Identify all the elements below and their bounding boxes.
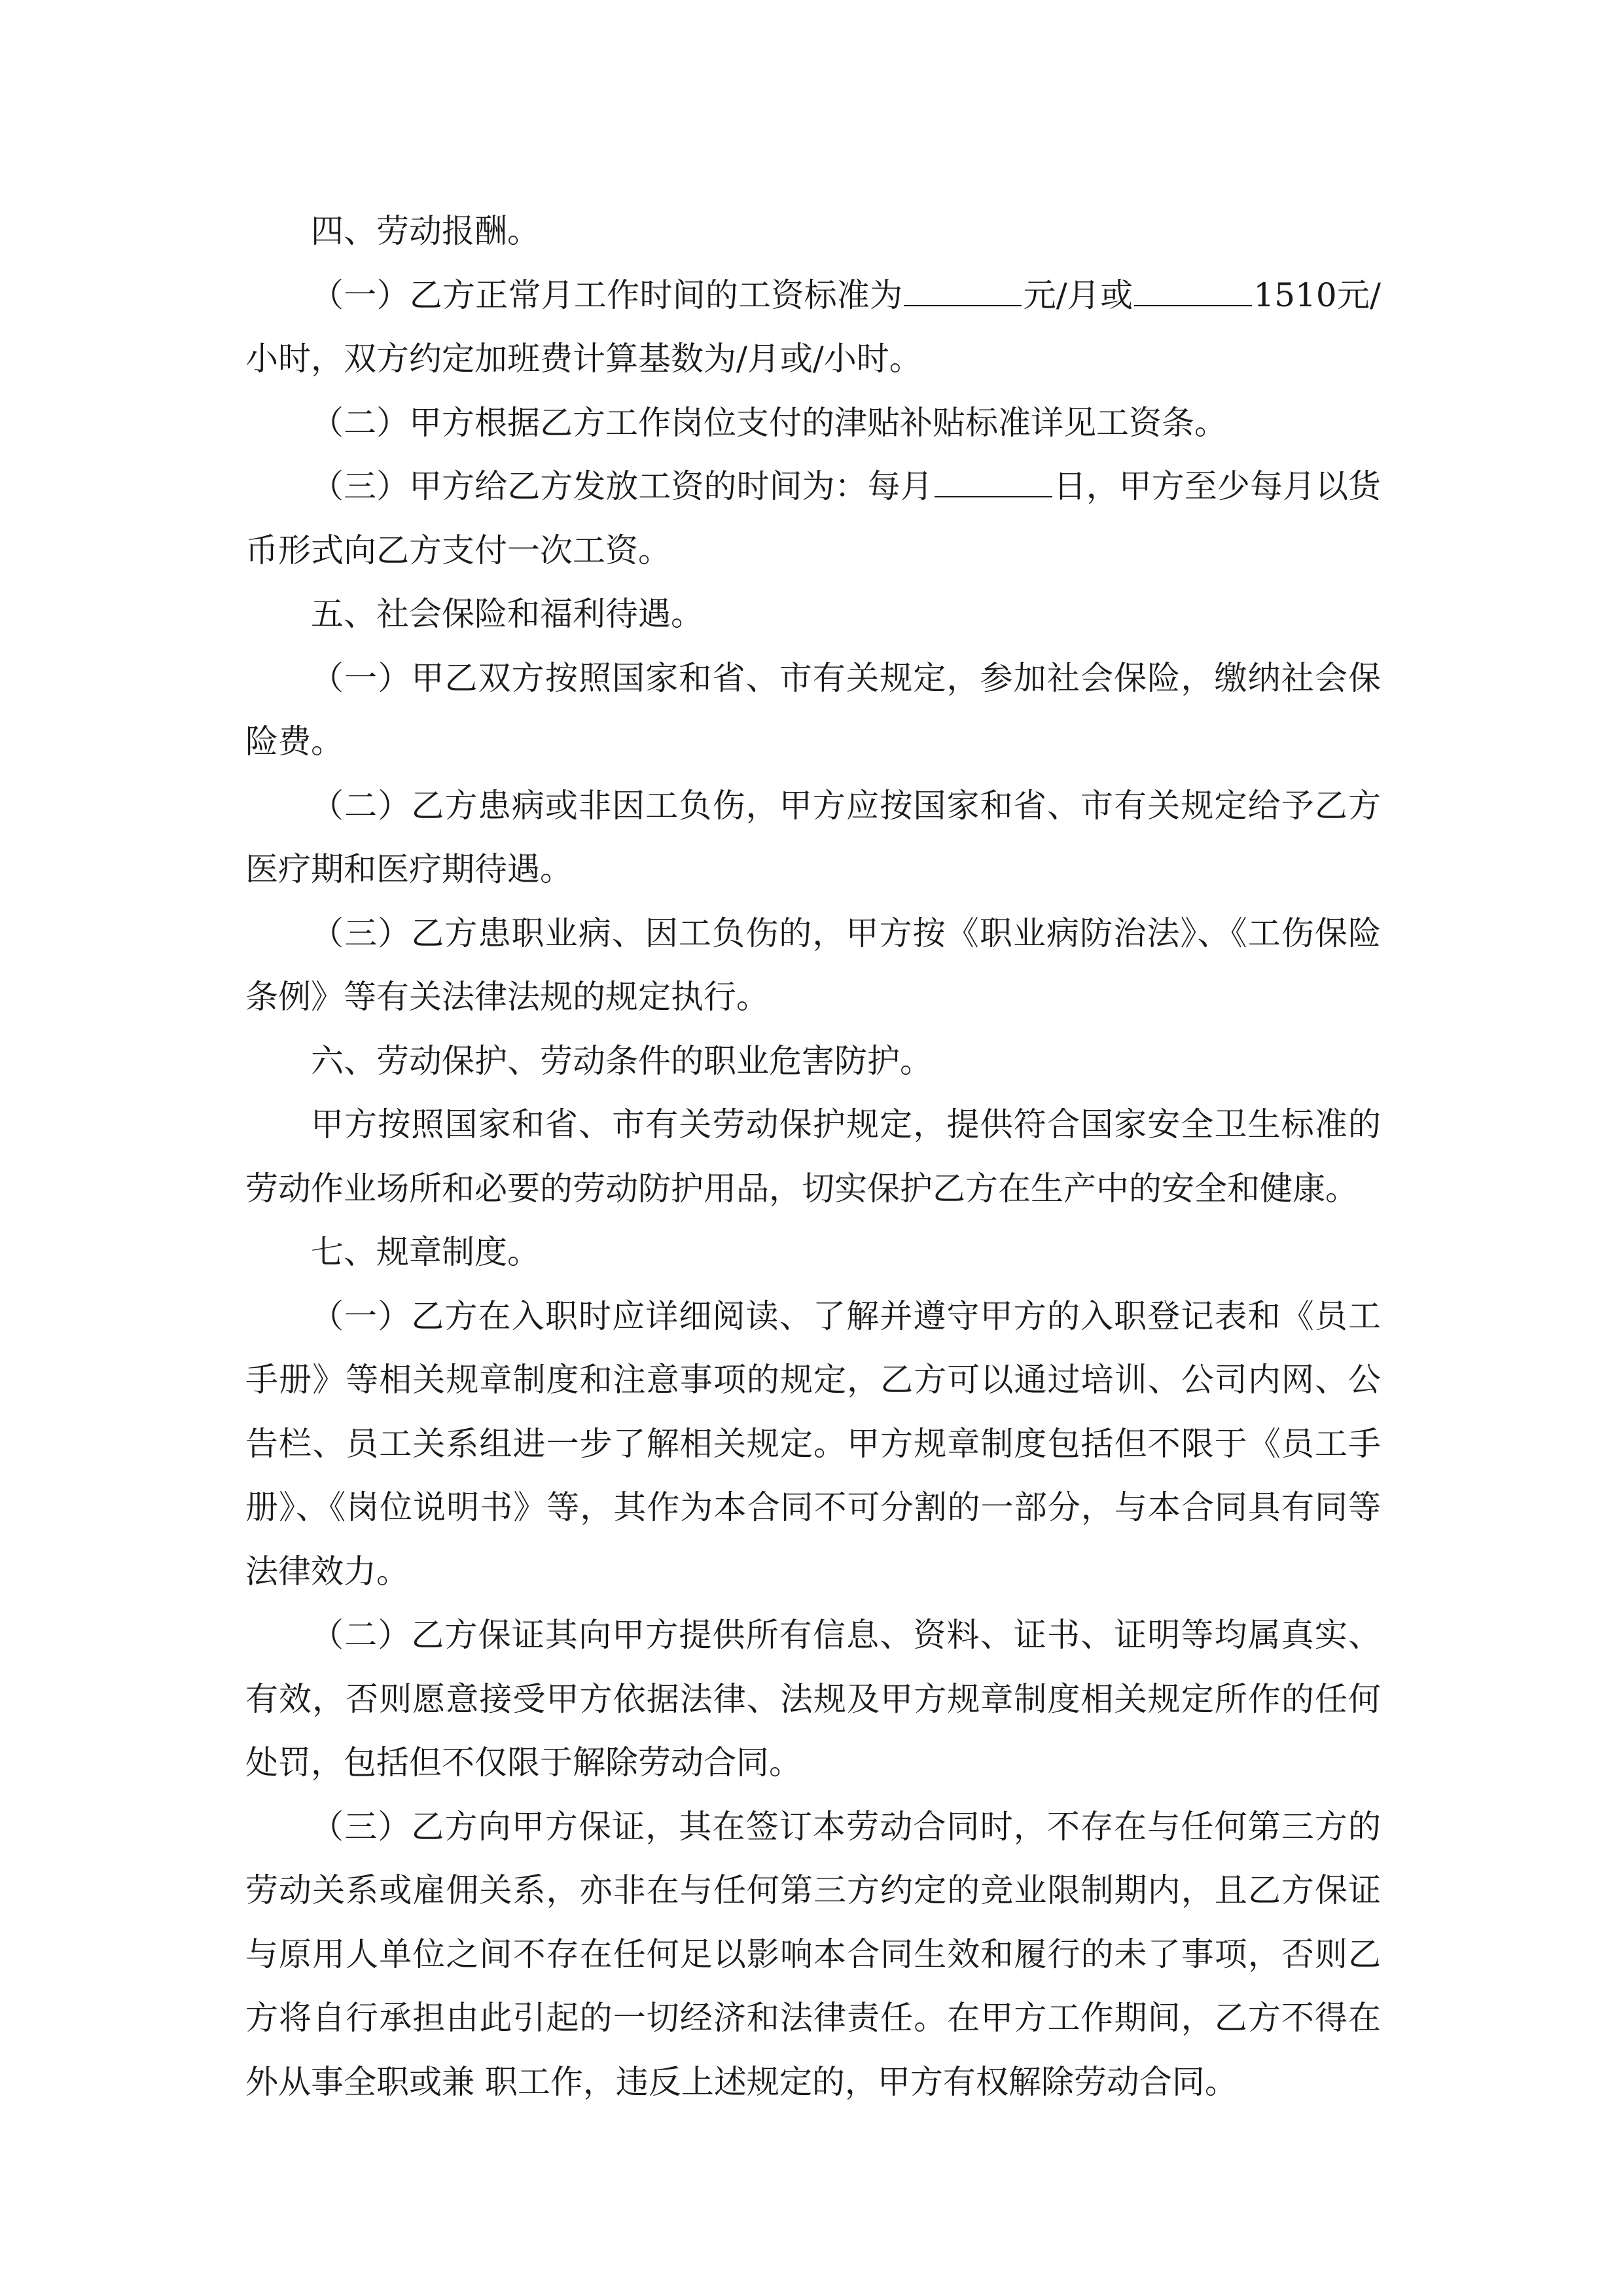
- clause-text: 元/月或: [1023, 276, 1133, 314]
- section-7-clause-3: （三）乙方向甲方保证，其在签订本劳动合同时，不存在与任何第三方的劳动关系或雇佣关系，亦非在与任何第三方约定的竞业限制期内，且乙方保证与原用人单位之间不存在任何足以影响本合同生效和履行的未了事项，否则乙方将自行承担由此引起的一切经济和法律责任。在甲方工作期间，乙方不得在外从事全职或兼 职工作，违反上述规定的，甲方有权解除劳动合同。: [245, 1807, 1381, 2101]
- section-6-clause: 甲方按照国家和省、市有关劳动保护规定，提供符合国家安全卫生标准的劳动作业场所和必要的劳动防护用品，切实保护乙方在生产中的安全和健康。: [245, 1105, 1381, 1208]
- section-5-clause-2: （二）乙方患病或非因工负伤，甲方应按国家和省、市有关规定给予乙方医疗期和医疗期待遇。: [245, 786, 1381, 888]
- section-5-clause-3: （三）乙方患职业病、因工负伤的，甲方按《职业病防治法》、《工伤保险条例》等有关法律法规的规定执行。: [245, 914, 1381, 1016]
- section-5-clause-1: （一）甲乙双方按照国家和省、市有关规定，参加社会保险，缴纳社会保险费。: [245, 658, 1381, 761]
- section-4-clause-1: [245, 264, 1381, 391]
- section-4-clause-3: [245, 455, 1381, 583]
- section-6-heading: 六、劳动保护、劳动条件的职业危害防护。: [311, 1041, 933, 1080]
- section-4-heading: 四、劳动报酬。: [311, 212, 540, 250]
- wage-blank-field: [1134, 279, 1252, 306]
- payday-blank-field: [935, 470, 1052, 497]
- section-7-clause-2: （二）乙方保证其向甲方提供所有信息、资料、证书、证明等均属真实、有效，否则愿意接受甲方依据法律、法规及甲方规章制度相关规定所作的任何处罚，包括但不仅限于解除劳动合同。: [245, 1616, 1381, 1782]
- clause-text: 1510元/小时，双方约定加班费计算基数为/月或/小时。: [245, 276, 1381, 378]
- section-5-heading: 五、社会保险和福利待遇。: [311, 595, 704, 633]
- clause-text: 日，甲方至少每月以货币形式向乙方支付一次工资。: [245, 467, 1382, 569]
- clause-text: （三）甲方给乙方发放工资的时间为：每月: [311, 467, 933, 505]
- section-4-clause-2: （二）甲方根据乙方工作岗位支付的津贴补贴标准详见工资条。: [311, 403, 1227, 442]
- section-7-clause-1: （一）乙方在入职时应详细阅读、了解并遵守甲方的入职登记表和《员工手册》等相关规章制度和注意事项的规定，乙方可以通过培训、公司内网、公告栏、员工关系组进一步了解相关规定。甲方规章制度包括但不限于《员工手册》、《岗位说明书》等，其作为本合同不可分割的一部分，与本合同具有同等法律效力。: [245, 1297, 1381, 1590]
- wage-blank-field: [904, 279, 1022, 306]
- section-7-heading: 七、规章制度。: [311, 1233, 540, 1271]
- clause-text: （一）乙方正常月工作时间的工资标准为: [311, 276, 903, 314]
- contract-body: [245, 200, 1381, 2114]
